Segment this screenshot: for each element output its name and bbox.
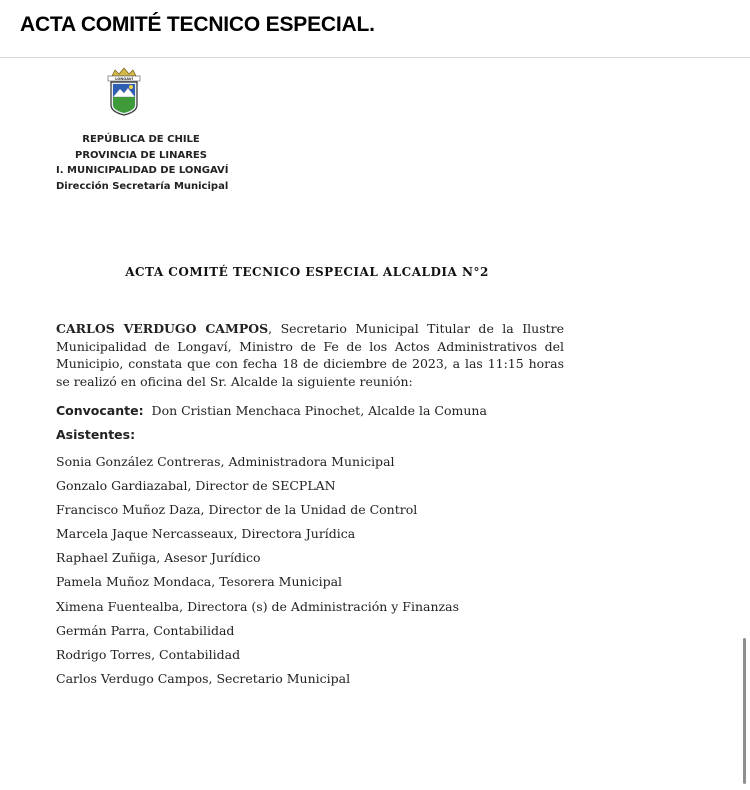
attendee-item: Sonia González Contreras, Administradora Municipal xyxy=(56,454,395,469)
document-title: ACTA COMITÉ TECNICO ESPECIAL ALCALDIA N°2 xyxy=(125,265,489,279)
letterhead-province: PROVINCIA DE LINARES xyxy=(75,149,207,161)
convocante-label: Convocante: xyxy=(56,403,144,418)
attendee-list xyxy=(56,450,459,691)
convocante-value: Don Cristian Menchaca Pinochet, Alcalde la Comuna xyxy=(151,403,487,418)
attendee-item: Germán Parra, Contabilidad xyxy=(56,622,235,638)
vertical-scrollbar-thumb[interactable] xyxy=(743,638,746,784)
attendee-item: Carlos Verdugo Campos, Secretario Municipal xyxy=(56,670,351,686)
municipal-coat-of-arms-icon xyxy=(104,64,144,116)
attendee-item: Rodrigo Torres, Contabilidad xyxy=(56,646,241,662)
attendee-item: Raphael Zuñiga, Asesor Jurídico xyxy=(56,550,261,566)
attendee-item: Gonzalo Gardiazabal, Director de SECPLAN xyxy=(56,478,336,494)
intro-signer: CARLOS VERDUGO CAMPOS xyxy=(56,321,269,336)
document-page xyxy=(0,59,750,790)
letterhead xyxy=(56,132,229,194)
attendee-item: Marcela Jaque Nercasseaux, Directora Jurídica xyxy=(56,526,356,542)
crest-banner-text: LONGAVÍ xyxy=(115,77,133,82)
letterhead-municipality: I. MUNICIPALIDAD DE LONGAVÍ xyxy=(56,165,229,176)
convocante-row xyxy=(56,403,487,418)
attendee-item: Pamela Muñoz Mondaca, Tesorera Municipal xyxy=(56,574,343,590)
intro-text: , Secretario Municipal Titular de la Ilustre Municipalidad de Longaví, Ministro de Fe de los Actos Administrativos del Municipio, constata que con fecha 18 de diciembre de 2023, a las 11:15 horas se realizó en oficina del Sr. Alcalde la siguiente reunión: xyxy=(56,321,564,389)
app-header xyxy=(0,0,750,58)
attendee-item: Ximena Fuentealba, Directora (s) de Administración y Finanzas xyxy=(56,598,459,614)
letterhead-country: REPÚBLICA DE CHILE xyxy=(82,134,200,145)
page-title: ACTA COMITÉ TECNICO ESPECIAL. xyxy=(20,13,375,36)
asistentes-label: Asistentes: xyxy=(56,427,136,442)
intro-paragraph xyxy=(56,320,564,390)
attendee-item: Francisco Muñoz Daza, Director de la Unidad de Control xyxy=(56,502,418,518)
asistentes-row xyxy=(56,427,135,442)
letterhead-department: Dirección Secretaría Municipal xyxy=(56,180,229,192)
